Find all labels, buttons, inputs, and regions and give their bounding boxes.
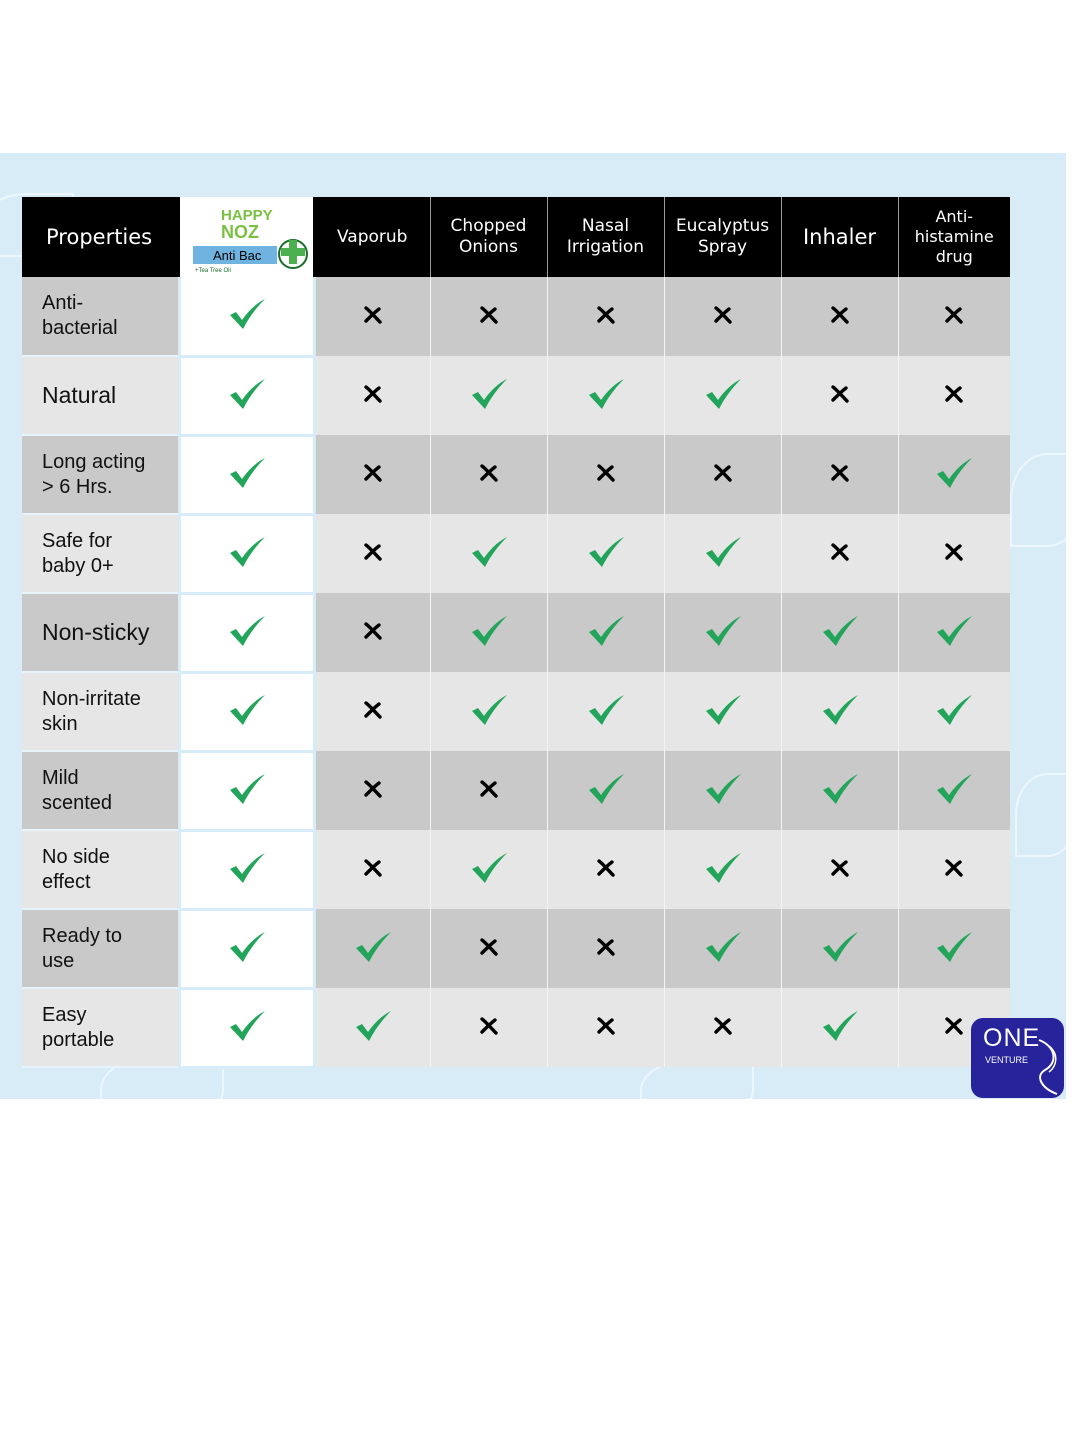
badge-title: ONE xyxy=(983,1024,1041,1052)
comparison-cell xyxy=(781,435,898,514)
check-icon xyxy=(703,931,743,963)
comparison-cell xyxy=(430,435,547,514)
cross-icon xyxy=(944,385,964,403)
check-icon xyxy=(703,852,743,884)
comparison-cell xyxy=(430,830,547,909)
cross-icon xyxy=(363,622,383,640)
comparison-cell xyxy=(781,830,898,909)
comparison-cell xyxy=(547,751,664,830)
col-header-label: Anti- xyxy=(935,207,974,226)
cross-icon xyxy=(830,306,850,324)
comparison-cell xyxy=(430,751,547,830)
property-label-line: Anti- xyxy=(42,292,84,314)
cross-icon xyxy=(713,306,733,324)
property-label-line: Ready to xyxy=(42,924,123,947)
cross-icon xyxy=(479,464,499,482)
comparison-cell xyxy=(314,593,430,672)
ornament-icon xyxy=(1031,1036,1064,1098)
check-icon xyxy=(934,773,974,805)
property-label-line: > 6 Hrs. xyxy=(42,475,113,498)
check-icon xyxy=(227,694,267,726)
table-row xyxy=(22,830,1010,909)
col-header-label: Nasal xyxy=(581,216,630,236)
property-label-line: use xyxy=(42,949,75,972)
table-row xyxy=(22,435,1010,514)
col-header xyxy=(314,197,430,277)
comparison-cell xyxy=(664,751,781,830)
happy-noz-cell xyxy=(179,830,314,909)
check-icon xyxy=(703,615,743,647)
property-label-line: No side xyxy=(42,845,110,868)
cross-icon xyxy=(363,780,383,798)
col-header-label: Spray xyxy=(697,237,748,257)
col-header-label: Eucalyptus xyxy=(675,216,770,236)
comparison-cell xyxy=(664,356,781,435)
cross-icon xyxy=(944,543,964,561)
property-label xyxy=(22,593,179,672)
comparison-cell xyxy=(547,909,664,988)
happy-noz-cell xyxy=(179,435,314,514)
property-label xyxy=(22,988,179,1067)
cross-icon xyxy=(713,464,733,482)
col-header xyxy=(547,197,664,277)
col-header xyxy=(781,197,898,277)
comparison-cell xyxy=(430,277,547,356)
table-row xyxy=(22,672,1010,751)
col-header-label: Onions xyxy=(459,237,518,257)
comparison-cell xyxy=(898,514,1010,593)
comparison-cell xyxy=(664,593,781,672)
properties-header: Properties xyxy=(22,197,179,277)
check-icon xyxy=(227,457,267,489)
comparison-cell xyxy=(898,435,1010,514)
svg-text:Anti Bac: Anti Bac xyxy=(212,248,261,263)
comparison-cell xyxy=(314,514,430,593)
comparison-cell xyxy=(547,514,664,593)
property-label xyxy=(22,277,179,356)
property-label xyxy=(22,830,179,909)
comparison-cell xyxy=(781,593,898,672)
happy-noz-cell xyxy=(179,356,314,435)
check-icon xyxy=(353,931,393,963)
check-icon xyxy=(586,615,626,647)
table-row xyxy=(22,909,1010,988)
comparison-cell xyxy=(898,356,1010,435)
comparison-cell xyxy=(781,356,898,435)
property-label-line: portable xyxy=(42,1028,115,1051)
property-label-line: baby 0+ xyxy=(42,554,114,577)
cross-icon xyxy=(944,306,964,324)
happy-noz-cell xyxy=(179,593,314,672)
property-label-line: bacterial xyxy=(42,317,118,339)
property-label-line: Natural xyxy=(42,382,117,408)
comparison-cell xyxy=(547,988,664,1067)
check-icon xyxy=(586,378,626,410)
table-row xyxy=(22,514,1010,593)
comparison-cell xyxy=(664,988,781,1067)
cross-icon xyxy=(596,859,616,877)
property-label-line: Easy xyxy=(42,1003,87,1026)
check-icon xyxy=(469,694,509,726)
check-icon xyxy=(227,773,267,805)
cross-icon xyxy=(479,780,499,798)
comparison-cell xyxy=(314,277,430,356)
comparison-cell xyxy=(781,277,898,356)
cross-icon xyxy=(363,306,383,324)
cross-icon xyxy=(830,543,850,561)
cross-icon xyxy=(830,464,850,482)
comparison-table xyxy=(22,197,1010,1069)
comparison-cell xyxy=(547,356,664,435)
check-icon xyxy=(703,694,743,726)
check-icon xyxy=(934,931,974,963)
comparison-cell xyxy=(547,435,664,514)
comparison-cell xyxy=(664,672,781,751)
comparison-cell xyxy=(664,909,781,988)
table-row xyxy=(22,356,1010,435)
check-icon xyxy=(469,852,509,884)
property-label xyxy=(22,751,179,830)
comparison-cell xyxy=(898,277,1010,356)
check-icon xyxy=(934,694,974,726)
happy-noz-cell xyxy=(179,988,314,1067)
comparison-cell xyxy=(430,672,547,751)
property-label xyxy=(22,356,179,435)
svg-text:NOZ: NOZ xyxy=(220,222,259,242)
comparison-cell xyxy=(898,909,1010,988)
cross-icon xyxy=(596,1017,616,1035)
happy-noz-logo xyxy=(179,197,314,277)
col-header xyxy=(664,197,781,277)
check-icon xyxy=(353,1010,393,1042)
one-venture-badge xyxy=(971,1018,1064,1098)
comparison-cell xyxy=(898,830,1010,909)
check-icon xyxy=(469,615,509,647)
col-header-label: histamine xyxy=(914,227,994,246)
cross-icon xyxy=(363,701,383,719)
header-row xyxy=(22,197,1010,277)
check-icon xyxy=(227,536,267,568)
comparison-cell xyxy=(430,909,547,988)
comparison-cell xyxy=(314,356,430,435)
check-icon xyxy=(820,694,860,726)
check-icon xyxy=(820,931,860,963)
comparison-cell xyxy=(781,672,898,751)
check-icon xyxy=(227,852,267,884)
col-header-label: Inhaler xyxy=(802,224,877,249)
cross-icon xyxy=(596,938,616,956)
check-icon xyxy=(586,536,626,568)
leaf-decoration xyxy=(1015,773,1066,857)
cross-icon xyxy=(944,1017,964,1035)
cross-icon xyxy=(596,306,616,324)
col-header xyxy=(430,197,547,277)
comparison-cell xyxy=(547,277,664,356)
comparison-cell xyxy=(430,988,547,1067)
check-icon xyxy=(820,773,860,805)
check-icon xyxy=(703,536,743,568)
col-header-label: Vaporub xyxy=(337,226,408,247)
happy-noz-cell xyxy=(179,751,314,830)
comparison-cell xyxy=(781,909,898,988)
check-icon xyxy=(820,615,860,647)
cross-icon xyxy=(830,859,850,877)
property-label-line: Non-sticky xyxy=(42,619,150,645)
check-icon xyxy=(227,378,267,410)
comparison-cell xyxy=(781,988,898,1067)
comparison-cell xyxy=(314,751,430,830)
comparison-cell xyxy=(664,514,781,593)
comparison-cell xyxy=(664,830,781,909)
property-label-line: Safe for xyxy=(42,529,113,552)
happy-noz-cell xyxy=(179,277,314,356)
table-row xyxy=(22,593,1010,672)
comparison-cell xyxy=(547,672,664,751)
check-icon xyxy=(703,773,743,805)
check-icon xyxy=(227,931,267,963)
cross-icon xyxy=(363,385,383,403)
comparison-cell xyxy=(781,751,898,830)
table-row xyxy=(22,751,1010,830)
svg-text:+Tea Tree Oil: +Tea Tree Oil xyxy=(194,268,231,274)
check-icon xyxy=(820,1010,860,1042)
comparison-cell xyxy=(314,909,430,988)
check-icon xyxy=(586,694,626,726)
table-row xyxy=(22,277,1010,356)
happy-noz-cell xyxy=(179,909,314,988)
cross-icon xyxy=(596,464,616,482)
cross-icon xyxy=(713,1017,733,1035)
check-icon xyxy=(469,378,509,410)
check-icon xyxy=(469,536,509,568)
property-label-line: scented xyxy=(42,791,113,814)
cross-icon xyxy=(479,938,499,956)
property-label xyxy=(22,672,179,751)
comparison-cell xyxy=(664,435,781,514)
comparison-cell xyxy=(314,435,430,514)
check-icon xyxy=(227,298,267,330)
col-header-label: drug xyxy=(935,247,973,266)
comparison-cell xyxy=(430,356,547,435)
check-icon xyxy=(227,1010,267,1042)
comparison-cell xyxy=(547,593,664,672)
col-header-label: Irrigation xyxy=(566,237,645,257)
cross-icon xyxy=(363,464,383,482)
table-row xyxy=(22,988,1010,1067)
cross-icon xyxy=(830,385,850,403)
comparison-cell xyxy=(547,830,664,909)
cross-icon xyxy=(944,859,964,877)
comparison-cell xyxy=(430,514,547,593)
property-label-line: Mild xyxy=(42,766,79,789)
happy-noz-cell xyxy=(179,672,314,751)
property-label-line: Long acting xyxy=(42,450,146,473)
comparison-cell xyxy=(781,514,898,593)
badge-subtitle: VENTURE xyxy=(985,1055,1029,1065)
property-label xyxy=(22,909,179,988)
comparison-cell xyxy=(430,593,547,672)
comparison-cell xyxy=(314,672,430,751)
cross-icon xyxy=(363,859,383,877)
cross-icon xyxy=(479,306,499,324)
comparison-panel xyxy=(0,153,1066,1099)
col-header xyxy=(898,197,1010,277)
comparison-cell xyxy=(898,751,1010,830)
leaf-decoration xyxy=(1010,453,1066,547)
property-label xyxy=(22,514,179,593)
happy-noz-cell xyxy=(179,514,314,593)
check-icon xyxy=(227,615,267,647)
col-header-label: Chopped xyxy=(450,216,527,236)
comparison-cell xyxy=(898,593,1010,672)
check-icon xyxy=(703,378,743,410)
cross-icon xyxy=(479,1017,499,1035)
comparison-cell xyxy=(664,277,781,356)
check-icon xyxy=(934,615,974,647)
cross-icon xyxy=(363,543,383,561)
comparison-cell xyxy=(314,830,430,909)
property-label-line: effect xyxy=(42,870,91,893)
comparison-cell xyxy=(314,988,430,1067)
check-icon xyxy=(586,773,626,805)
property-label-line: Non-irritate xyxy=(42,687,141,710)
svg-text:HAPPY: HAPPY xyxy=(220,207,273,224)
property-label-line: skin xyxy=(42,712,78,735)
comparison-cell xyxy=(898,672,1010,751)
check-icon xyxy=(934,457,974,489)
property-label xyxy=(22,435,179,514)
